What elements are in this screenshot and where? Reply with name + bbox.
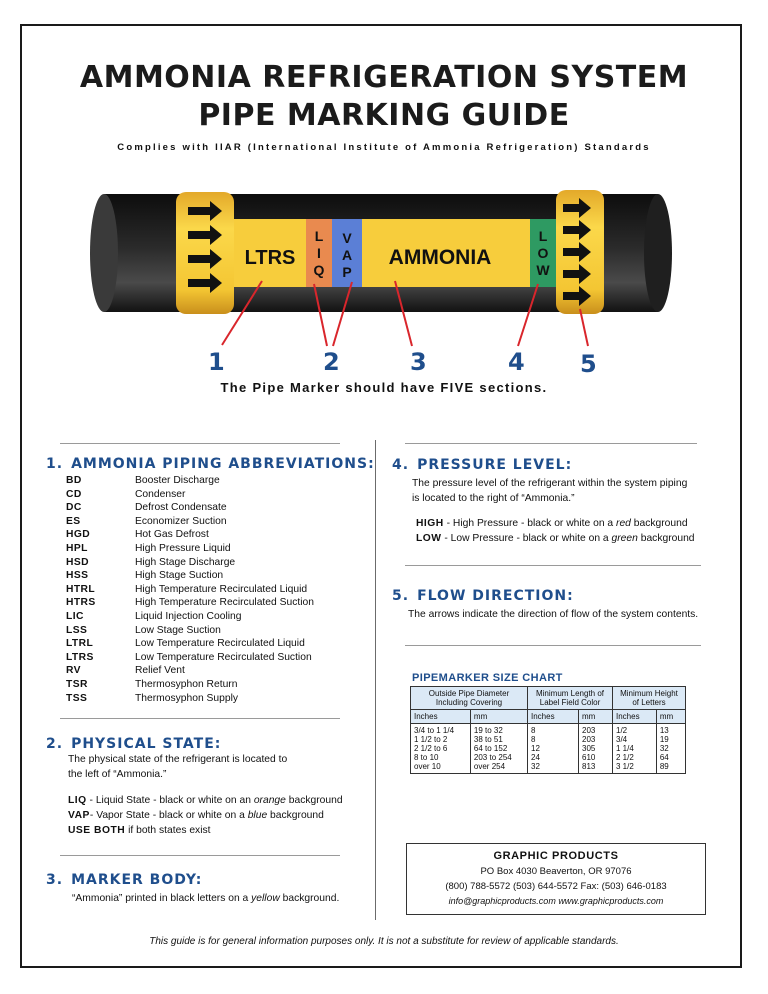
table-cell-value: 12 — [531, 744, 540, 753]
callout-number-2: 2 — [323, 348, 340, 376]
table-cell-value: 203 to 254 — [473, 753, 512, 762]
list-item: HTRL High Temperature Recirculated Liquid — [66, 583, 308, 595]
pipe-caption: The Pipe Marker should have FIVE sections. — [220, 380, 548, 395]
column-divider — [375, 440, 376, 920]
high-line: HIGH - High Pressure - black or white on a red background — [416, 518, 688, 529]
table-cell-value: 19 to 32 — [473, 726, 503, 735]
list-item: LTRL Low Temperature Recirculated Liquid — [66, 638, 305, 650]
table-cell-value: 3/4 to 1 1/4 — [414, 726, 455, 735]
liq-letter: I — [317, 245, 321, 261]
table-cell-value: 2 1/2 to 6 — [414, 744, 448, 753]
footer-disclaimer: This guide is for general information purposes only. It is not a substitute for review of applicable standards. — [149, 936, 619, 947]
section-4-heading: 4. PRESSURE LEVEL: — [392, 457, 573, 473]
table-cell-value: 203 — [582, 735, 596, 744]
table-subheader: Inches — [613, 710, 657, 724]
table-cell-value: 8 — [531, 726, 536, 735]
table-cell-value: 813 — [582, 762, 596, 771]
table-cell — [528, 724, 579, 774]
list-item: CD Condenser — [66, 488, 186, 500]
section-2-heading: 2. PHYSICAL STATE: — [46, 736, 222, 752]
table-cell-value: 3/4 — [616, 735, 628, 744]
contact-box — [406, 843, 706, 915]
liq-letter: L — [314, 228, 324, 244]
list-item: HGD Hot Gas Defrost — [66, 529, 209, 541]
table-cell-value: 1 1/4 — [616, 744, 634, 753]
pressure-level-description: The pressure level of the refrigerant within the system piping is located to the right of “Ammonia.” — [412, 478, 688, 504]
list-item: LTRS Low Temperature Recirculated Suction — [66, 651, 312, 663]
table-cell-value: 203 — [582, 726, 596, 735]
table-subheader: mm — [656, 710, 685, 724]
table-cell-value: over 254 — [473, 762, 506, 771]
table-header: Minimum Length of Label Field Color — [528, 687, 613, 710]
use-both-line: USE BOTH if both states exist — [68, 825, 211, 836]
table-cell-value: 13 — [659, 726, 669, 735]
table-cell-value: 38 to 51 — [473, 735, 503, 744]
table-cell-value: 2 1/2 — [616, 753, 634, 762]
list-item: LSS Low Stage Suction — [66, 624, 221, 636]
page-title-line1: AMMONIA REFRIGERATION SYSTEM — [79, 60, 689, 95]
size-chart-table — [410, 686, 686, 774]
table-cell-value: 24 — [531, 753, 540, 762]
list-item: LIC Liquid Injection Cooling — [66, 610, 242, 622]
flow-direction-description: The arrows indicate the direction of flow of the system contents. — [408, 609, 699, 620]
list-item: DC Defrost Condensate — [66, 502, 227, 514]
vap-line: VAP- Vapor State - black or white on a blue background — [68, 810, 324, 821]
table-cell-value: 1/2 — [616, 726, 628, 735]
table-cell — [470, 724, 527, 774]
list-item: TSR Thermosyphon Return — [66, 678, 238, 690]
list-item: HSS High Stage Suction — [66, 570, 224, 582]
divider — [405, 645, 701, 646]
list-item: BD Booster Discharge — [66, 475, 220, 486]
table-cell — [613, 724, 657, 774]
list-item: HSD High Stage Discharge — [66, 556, 236, 568]
divider — [60, 855, 340, 856]
liq-letter: Q — [313, 262, 325, 278]
vap-letter: P — [342, 264, 352, 280]
marker-body-description: “Ammonia” printed in black letters on a yellow background. — [72, 893, 340, 904]
flow-arrow-band-right — [556, 190, 604, 314]
table-cell-value: 89 — [659, 762, 669, 771]
table-cell-value: 305 — [582, 744, 596, 753]
physical-state-description: The physical state of the refrigerant is located to the left of “Ammonia.” — [68, 754, 288, 780]
table-cell-value: 3 1/2 — [616, 762, 634, 771]
company-address: PO Box 4030 Beaverton, OR 97076 — [480, 866, 632, 877]
table-cell-value: 19 — [659, 735, 669, 744]
low-letter: W — [536, 262, 550, 278]
pipe-illustration — [0, 0, 768, 400]
list-item: HTRS High Temperature Recirculated Suction — [66, 597, 314, 609]
low-letter: O — [537, 245, 549, 261]
table-header: Minimum Height of Letters — [613, 687, 686, 710]
callout-number-5: 5 — [580, 350, 597, 378]
callout-number-3: 3 — [410, 348, 427, 376]
table-cell — [411, 724, 471, 774]
table-cell — [656, 724, 685, 774]
size-chart-title: PIPEMARKER SIZE CHART — [412, 672, 563, 684]
table-subheader: Inches — [528, 710, 579, 724]
page-title-line2: PIPE MARKING GUIDE — [198, 98, 570, 133]
divider — [405, 443, 697, 444]
list-item: HPL High Pressure Liquid — [66, 542, 231, 554]
company-name: GRAPHIC PRODUCTS — [493, 850, 619, 862]
vap-letter: A — [341, 247, 353, 263]
table-subheader: mm — [579, 710, 613, 724]
table-subheader: Inches — [411, 710, 471, 724]
company-web: info@graphicproducts.com www.graphicproducts.com — [448, 896, 664, 906]
list-item: ES Economizer Suction — [66, 515, 227, 527]
table-cell-value: 8 to 10 — [414, 753, 439, 762]
table-cell-value: 64 to 152 — [473, 744, 508, 753]
page-subtitle: Complies with IIAR (International Institute of Ammonia Refrigeration) Standards — [117, 142, 651, 153]
table-cell-value: 64 — [659, 753, 669, 762]
low-line: LOW - Low Pressure - black or white on a green background — [416, 533, 695, 544]
low-letter: L — [538, 228, 548, 244]
table-row — [411, 724, 686, 774]
company-phones: (800) 788-5572 (503) 644-5572 Fax: (503) 646-0183 — [445, 881, 667, 892]
table-subheader: mm — [470, 710, 527, 724]
section-5-heading: 5. FLOW DIRECTION: — [392, 588, 574, 604]
list-item: TSS Thermosyphon Supply — [66, 692, 239, 704]
ltrs-label: LTRS — [244, 247, 296, 269]
divider — [60, 443, 340, 444]
physical-state-codes — [68, 793, 343, 838]
callout-number-1: 1 — [208, 348, 225, 376]
table-cell-value: 8 — [531, 735, 536, 744]
list-item: RV Relief Vent — [66, 665, 185, 677]
table-cell-value: 32 — [531, 762, 540, 771]
table-cell-value: 1 1/2 to 2 — [414, 735, 448, 744]
table-cell — [579, 724, 613, 774]
table-cell-value: over 10 — [414, 762, 441, 771]
divider — [405, 565, 701, 566]
ammonia-label: AMMONIA — [388, 246, 492, 269]
table-cell-value: 610 — [582, 753, 596, 762]
abbreviation-list — [66, 474, 314, 705]
flow-arrow-band-left — [176, 192, 234, 314]
divider — [60, 718, 340, 719]
pressure-level-codes — [416, 516, 695, 546]
vap-letter: V — [342, 230, 352, 246]
section-3-heading: 3. MARKER BODY: — [46, 872, 203, 888]
table-header: Outside Pipe Diameter Including Covering — [411, 687, 528, 710]
table-cell-value: 32 — [659, 744, 669, 753]
callout-number-4: 4 — [508, 348, 525, 376]
section-1-heading: 1. AMMONIA PIPING ABBREVIATIONS: — [46, 456, 375, 472]
liq-line: LIQ - Liquid State - black or white on an orange background — [68, 795, 343, 806]
